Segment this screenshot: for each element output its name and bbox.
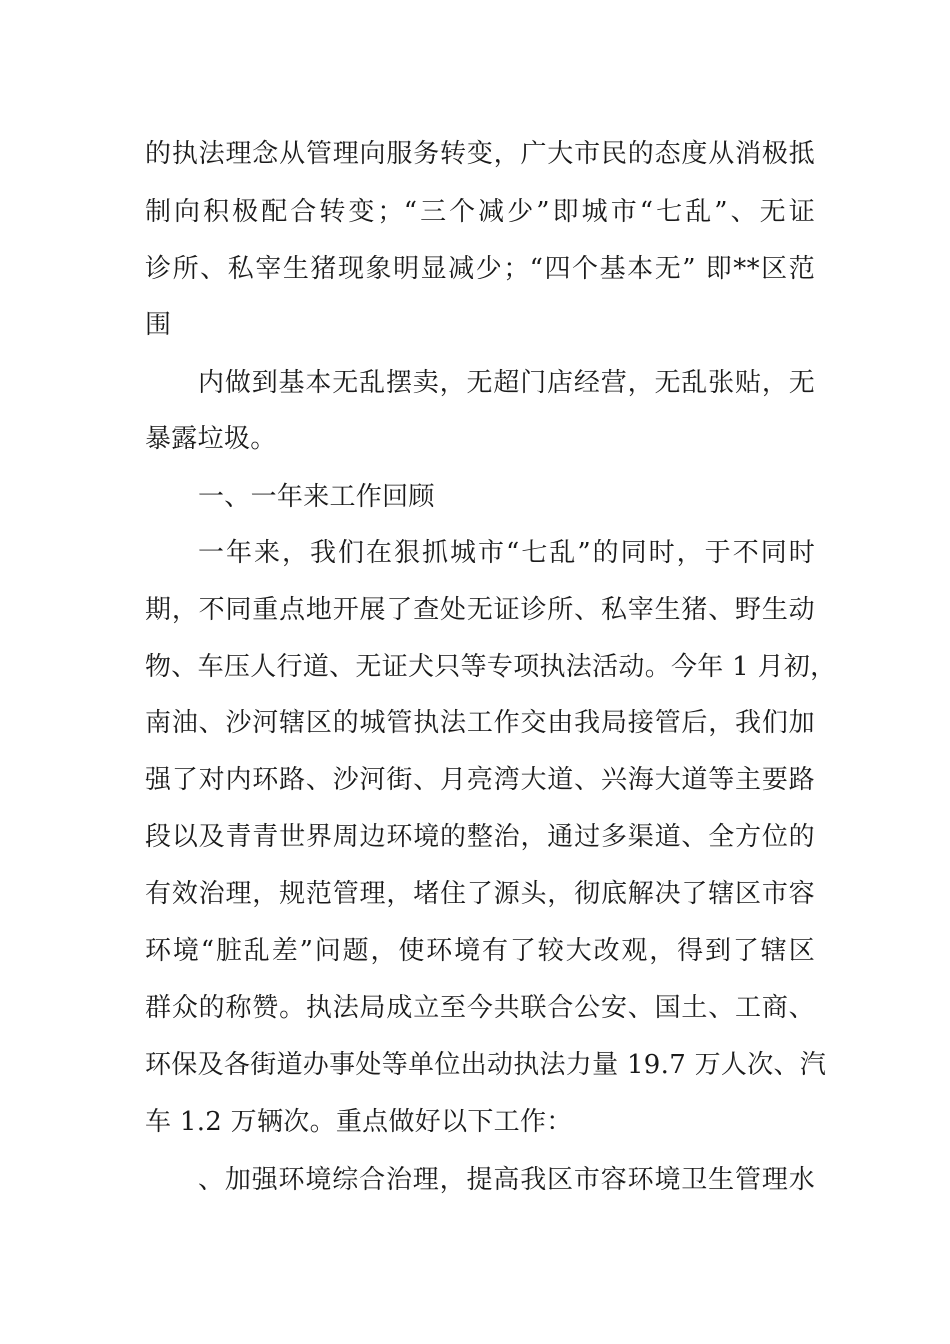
text-line: 段以及青青世界周边环境的整治，通过多渠道、全方位的 (145, 822, 815, 852)
text-line: 的执法理念从管理向服务转变，广大市民的态度从消极抵 (145, 139, 815, 169)
text-line: 环境“脏乱差”问题，使环境有了较大改观，得到了辖区 (145, 936, 815, 966)
text-line: 期，不同重点地开展了查处无证诊所、私宰生猪、野生动 (145, 595, 815, 625)
text-line: 强了对内环路、沙河街、月亮湾大道、兴海大道等主要路 (145, 765, 815, 795)
text-line: 内做到基本无乱摆卖，无超门店经营，无乱张贴，无 (198, 368, 815, 398)
text-line: 物、车压人行道、无证犬只等专项执法活动。今年 1 月初， (145, 652, 837, 682)
text-line: 暴露垃圾。 (145, 424, 277, 454)
text-line: 、加强环境综合治理，提高我区市容环境卫生管理水 (198, 1165, 815, 1195)
text-line: 围 (145, 310, 172, 340)
section-heading: 一、一年来工作回顾 (198, 482, 435, 512)
text-line: 南油、沙河辖区的城管执法工作交由我局接管后，我们加 (145, 708, 815, 738)
text-line: 制向积极配合转变；“三个减少”即城市“七乱”、无证 (145, 197, 815, 227)
text-line: 有效治理，规范管理，堵住了源头，彻底解决了辖区市容 (145, 879, 815, 909)
text-line: 群众的称赞。执法局成立至今共联合公安、国土、工商、 (145, 993, 815, 1023)
text-line: 车 1.2 万辆次。重点做好以下工作： (145, 1107, 573, 1137)
text-line: 环保及各街道办事处等单位出动执法力量 19.7 万人次、汽 (145, 1050, 827, 1080)
text-line: 一年来，我们在狠抓城市“七乱”的同时，于不同时 (198, 538, 815, 568)
text-line: 诊所、私宰生猪现象明显减少；“四个基本无” 即**区范 (145, 254, 815, 284)
